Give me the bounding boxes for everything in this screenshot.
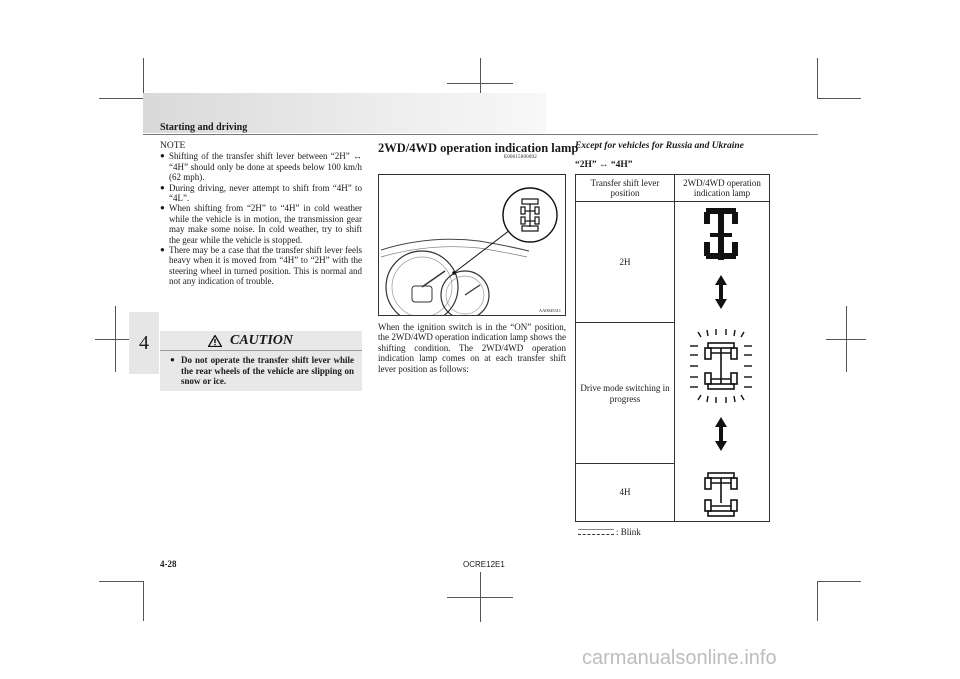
instrument-cluster-illustration — [379, 175, 565, 315]
caution-text: Do not operate the transfer shift lever while the rear wheels of the vehicle are slipping on snow or ice. — [181, 355, 354, 386]
section-paragraph: When the ignition switch is in the “ON” position, the 2WD/4WD operation indication lamp shows the shifting condition. The 2WD/4WD operation indication lamp comes on at each transfer shift lever position as follows: — [378, 322, 566, 374]
note-item: ● Shifting of the transfer shift lever between “2H” ↔ “4H” should only be done at speeds below 100 km/h (62 mph). — [160, 151, 362, 183]
figure-code: AA0045311 — [538, 308, 561, 313]
note-block — [160, 141, 362, 287]
note-item: ● When shifting from “2H” to “4H” in cold weather while the vehicle is in motion, the transmission gear may make some noise. In cold weather, try to shift the gear while the vehicle is stopped. — [160, 203, 362, 245]
bullet-icon: ● — [160, 182, 165, 192]
note-item: ● During driving, never attempt to shift from “4H” to “4L”. — [160, 182, 362, 204]
note-item: ● There may be a case that the transfer shift lever feels heavy when it is moved from “4H” to “2H” with the steering wheel in turned position. This is normal and not any indication of trouble. — [160, 245, 362, 287]
warning-triangle-icon — [208, 335, 222, 347]
note-title: NOTE — [160, 141, 186, 151]
dashed-line-icon — [578, 529, 614, 535]
double-arrow-icon — [715, 417, 727, 451]
table-header-lamp: 2WD/4WD operation indication lamp — [675, 175, 769, 202]
section-code: E00615000092 — [504, 155, 537, 160]
bullet-icon: ● — [170, 355, 175, 364]
document-code: OCRE12E1 — [463, 560, 505, 569]
4wd-lamp-icon — [705, 473, 737, 516]
bullet-icon: ● — [160, 245, 165, 255]
4wd-lamp-blink-icon — [705, 343, 737, 389]
table-header-position: Transfer shift lever position — [576, 175, 674, 202]
watermark: carmanualsonline.info — [582, 647, 777, 669]
table-row-label: 2H — [619, 257, 631, 267]
bullet-icon: ● — [160, 151, 165, 161]
header-rule — [143, 134, 818, 135]
lamp-illustrations — [675, 203, 769, 521]
instrument-cluster-figure — [378, 174, 566, 316]
caution-body — [160, 351, 362, 387]
chapter-tab: 4 — [129, 312, 159, 374]
mode-label: “2H” ↔ “4H” — [575, 160, 633, 170]
2wd-lamp-icon — [704, 208, 738, 260]
blink-legend — [578, 527, 641, 537]
page-number: 4-28 — [160, 559, 177, 569]
section-title: 2WD/4WD operation indication lamp — [378, 141, 579, 155]
table-subtitle: Except for vehicles for Russia and Ukraine — [575, 141, 744, 151]
double-arrow-icon — [715, 275, 727, 309]
caution-box — [160, 331, 362, 391]
caution-title: CAUTION — [230, 332, 294, 348]
legend-text: : Blink — [616, 527, 641, 537]
table-row-label: 4H — [619, 487, 631, 497]
indication-lamp-table — [575, 174, 770, 522]
caution-header — [160, 331, 362, 351]
page-header-title: Starting and driving — [160, 122, 248, 133]
table-row-label: Drive mode switching in progress — [580, 383, 670, 404]
bullet-icon: ● — [160, 203, 165, 213]
